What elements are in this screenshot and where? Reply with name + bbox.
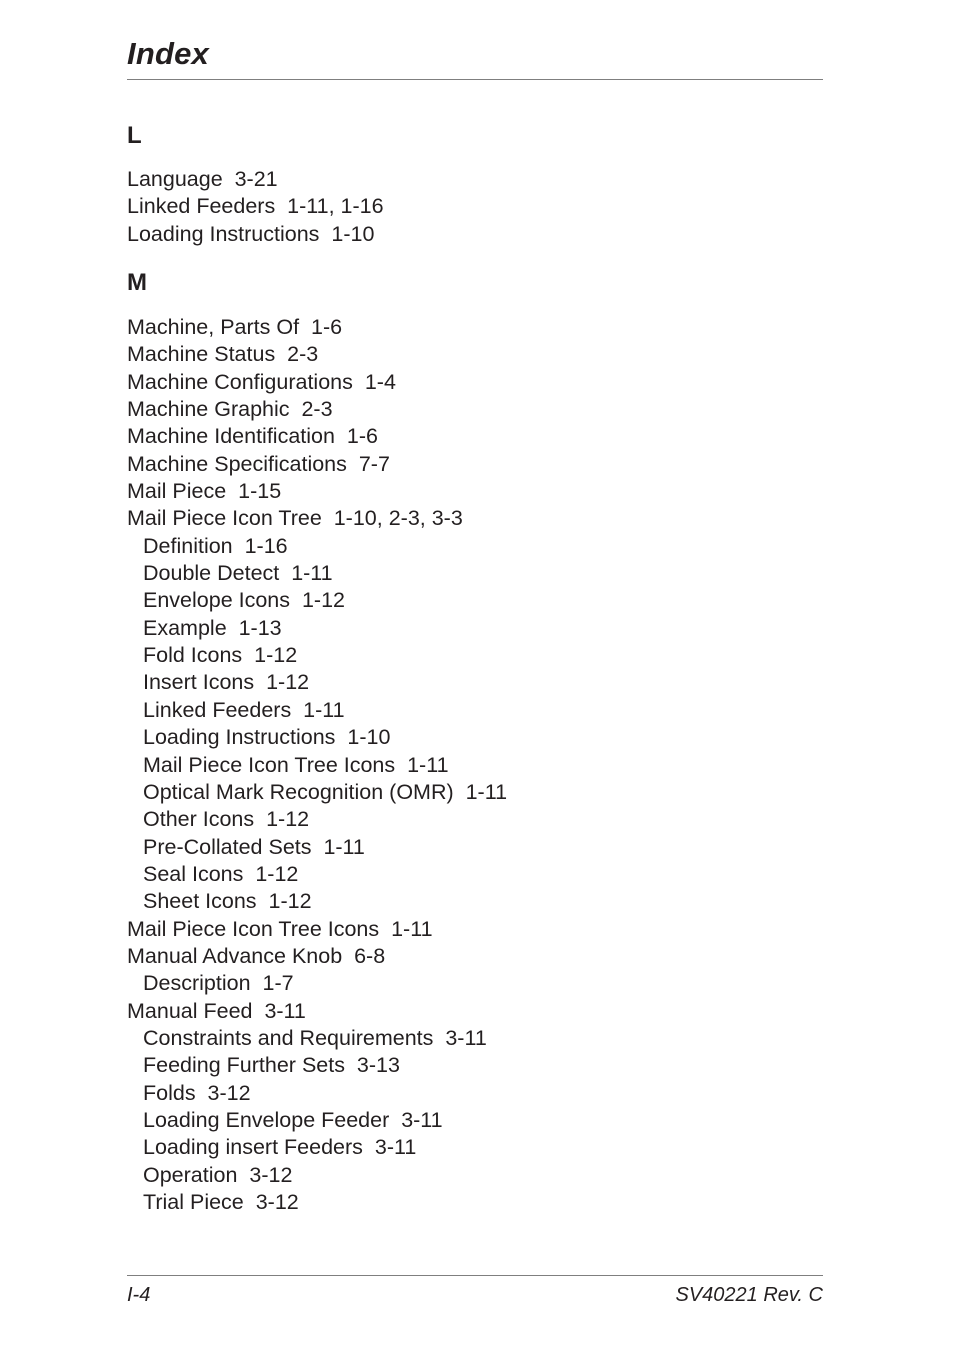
index-subentry: Loading insert Feeders 3-11: [143, 1135, 417, 1160]
index-entry: Mail Piece 1-15: [127, 479, 282, 504]
index-list-m: [127, 314, 507, 1216]
index-subentry: Feeding Further Sets 3-13: [143, 1053, 400, 1078]
page-number: I-4: [127, 1284, 151, 1306]
section-letter-m: M: [127, 269, 147, 296]
index-entry: Machine Status 2-3: [127, 342, 319, 367]
index-entry: Machine Identification 1-6: [127, 424, 378, 449]
index-entry: Mail Piece Icon Tree Icons 1-11: [127, 916, 433, 941]
index-subentry: Loading Envelope Feeder 3-11: [143, 1107, 443, 1132]
index-subentry: Sheet Icons 1-12: [143, 889, 312, 914]
index-entry: Machine Configurations 1-4: [127, 369, 396, 394]
index-subentry: Definition 1-16: [143, 533, 288, 558]
footer-rule: [127, 1275, 823, 1276]
index-subentry: Trial Piece 3-12: [143, 1190, 299, 1214]
index-subentry: Mail Piece Icon Tree Icons 1-11: [143, 752, 449, 777]
index-list-l: [127, 166, 384, 248]
index-subentry: Loading Instructions 1-10: [143, 725, 391, 750]
index-entry: Manual Feed 3-11: [127, 998, 306, 1023]
page-title: Index: [127, 36, 209, 71]
index-subentry: Example 1-13: [143, 615, 282, 640]
index-entry: Linked Feeders 1-11, 1-16: [127, 194, 384, 219]
index-subentry: Constraints and Requirements 3-11: [143, 1025, 487, 1050]
index-subentry: Description 1-7: [143, 971, 294, 996]
index-subentry: Operation 3-12: [143, 1162, 293, 1187]
index-entry: Manual Advance Knob 6-8: [127, 943, 386, 968]
section-letter-l: L: [127, 122, 142, 149]
index-subentry: Envelope Icons 1-12: [143, 588, 345, 613]
index-entry: Machine Graphic 2-3: [127, 397, 333, 422]
index-entry: Machine Specifications 7-7: [127, 451, 390, 476]
index-subentry: Other Icons 1-12: [143, 807, 310, 832]
index-subentry: Double Detect 1-11: [143, 561, 333, 586]
index-entry: Language 3-21: [127, 167, 278, 191]
header-rule: [127, 79, 823, 80]
index-entry: Mail Piece Icon Tree 1-10, 2-3, 3-3: [127, 506, 463, 531]
index-entry: Loading Instructions 1-10: [127, 221, 375, 246]
index-subentry: Pre-Collated Sets 1-11: [143, 834, 365, 859]
index-subentry: Optical Mark Recognition (OMR) 1-11: [143, 779, 508, 804]
index-subentry: Folds 3-12: [143, 1080, 251, 1105]
index-subentry: Seal Icons 1-12: [143, 861, 299, 886]
document-id: SV40221 Rev. C: [675, 1284, 823, 1306]
index-subentry: Fold Icons 1-12: [143, 643, 298, 668]
index-subentry: Insert Icons 1-12: [143, 670, 310, 695]
index-subentry: Linked Feeders 1-11: [143, 697, 345, 722]
index-entry: Machine, Parts Of 1-6: [127, 315, 343, 339]
